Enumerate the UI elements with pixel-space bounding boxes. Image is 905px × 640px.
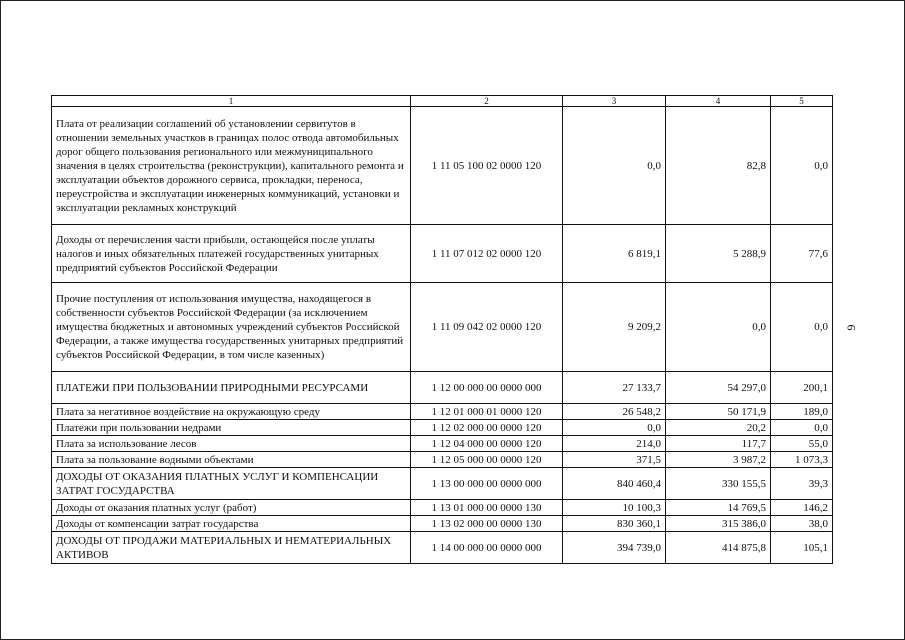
table-row xyxy=(52,420,833,436)
row-value-3: 26 548,2 xyxy=(563,404,666,420)
row-value-5: 1 073,3 xyxy=(771,452,833,468)
row-value-3: 10 100,3 xyxy=(563,500,666,516)
row-value-4: 54 297,0 xyxy=(666,372,771,404)
row-name: Плата от реализации соглашений об установлении сервитутов в отношении земельных участков в границах полос отвода автомобильных дорог общего пользования регионального или межмуниципального значения в целях строительства (реконструкции), капитального ремонта и эксплуатации объектов дорожного сервиса, прокладки, переноса, переустройства и эксплуатации инженерных коммуникаций, установки и эксплуатации рекламных конструкций xyxy=(52,107,411,225)
row-code: 1 13 00 000 00 0000 000 xyxy=(411,468,563,500)
row-value-5: 200,1 xyxy=(771,372,833,404)
table-row xyxy=(52,372,833,404)
revenue-table xyxy=(51,95,833,564)
row-value-4: 14 769,5 xyxy=(666,500,771,516)
row-value-4: 315 386,0 xyxy=(666,516,771,532)
row-value-3: 27 133,7 xyxy=(563,372,666,404)
header-col-5: 5 xyxy=(771,96,833,107)
row-value-3: 0,0 xyxy=(563,107,666,225)
row-code: 1 13 01 000 00 0000 130 xyxy=(411,500,563,516)
row-value-5: 0,0 xyxy=(771,107,833,225)
row-value-3: 394 739,0 xyxy=(563,532,666,564)
row-code: 1 12 02 000 00 0000 120 xyxy=(411,420,563,436)
row-name: Прочие поступления от использования имущества, находящегося в собственности субъектов Российской Федерации (за исключением имущества бюджетных и автономных учреждений субъектов Российской Федерации, а также имущества государственных унитарных предприятий субъектов Российской Федерации, в том числе казенных) xyxy=(52,283,411,372)
row-value-3: 0,0 xyxy=(563,420,666,436)
row-value-5: 0,0 xyxy=(771,420,833,436)
row-name: Доходы от перечисления части прибыли, остающейся после уплаты налогов и иных обязательных платежей государственных унитарных предприятий субъектов Российской Федерации xyxy=(52,225,411,283)
row-code: 1 12 01 000 01 0000 120 xyxy=(411,404,563,420)
row-value-4: 3 987,2 xyxy=(666,452,771,468)
page-number: 6 xyxy=(844,324,859,331)
row-value-3: 840 460,4 xyxy=(563,468,666,500)
row-value-3: 830 360,1 xyxy=(563,516,666,532)
row-code: 1 11 05 100 02 0000 120 xyxy=(411,107,563,225)
row-value-5: 189,0 xyxy=(771,404,833,420)
table-row xyxy=(52,516,833,532)
table-row xyxy=(52,225,833,283)
row-value-4: 82,8 xyxy=(666,107,771,225)
row-value-3: 214,0 xyxy=(563,436,666,452)
row-value-5: 38,0 xyxy=(771,516,833,532)
row-value-4: 0,0 xyxy=(666,283,771,372)
row-code: 1 12 00 000 00 0000 000 xyxy=(411,372,563,404)
row-value-3: 6 819,1 xyxy=(563,225,666,283)
row-name: Доходы от компенсации затрат государства xyxy=(52,516,411,532)
row-value-5: 55,0 xyxy=(771,436,833,452)
row-name: Доходы от оказания платных услуг (работ) xyxy=(52,500,411,516)
table-row xyxy=(52,452,833,468)
table-row xyxy=(52,500,833,516)
table-row xyxy=(52,283,833,372)
table-row xyxy=(52,468,833,500)
row-name: ДОХОДЫ ОТ ОКАЗАНИЯ ПЛАТНЫХ УСЛУГ И КОМПЕНСАЦИИ ЗАТРАТ ГОСУДАРСТВА xyxy=(52,468,411,500)
row-name: ПЛАТЕЖИ ПРИ ПОЛЬЗОВАНИИ ПРИРОДНЫМИ РЕСУРСАМИ xyxy=(52,372,411,404)
row-value-5: 39,3 xyxy=(771,468,833,500)
row-code: 1 11 07 012 02 0000 120 xyxy=(411,225,563,283)
row-value-4: 330 155,5 xyxy=(666,468,771,500)
row-value-4: 117,7 xyxy=(666,436,771,452)
row-value-5: 0,0 xyxy=(771,283,833,372)
table-header-row xyxy=(52,96,833,107)
row-value-5: 146,2 xyxy=(771,500,833,516)
table-row xyxy=(52,107,833,225)
row-value-5: 77,6 xyxy=(771,225,833,283)
row-code: 1 12 05 000 00 0000 120 xyxy=(411,452,563,468)
row-value-4: 50 171,9 xyxy=(666,404,771,420)
table-row xyxy=(52,404,833,420)
row-code: 1 13 02 000 00 0000 130 xyxy=(411,516,563,532)
table-row xyxy=(52,436,833,452)
row-value-4: 20,2 xyxy=(666,420,771,436)
row-code: 1 11 09 042 02 0000 120 xyxy=(411,283,563,372)
header-col-3: 3 xyxy=(563,96,666,107)
row-name: Плата за пользование водными объектами xyxy=(52,452,411,468)
row-value-3: 9 209,2 xyxy=(563,283,666,372)
header-col-2: 2 xyxy=(411,96,563,107)
table-row xyxy=(52,532,833,564)
row-name: ДОХОДЫ ОТ ПРОДАЖИ МАТЕРИАЛЬНЫХ И НЕМАТЕРИАЛЬНЫХ АКТИВОВ xyxy=(52,532,411,564)
row-name: Плата за использование лесов xyxy=(52,436,411,452)
row-value-4: 5 288,9 xyxy=(666,225,771,283)
row-code: 1 12 04 000 00 0000 120 xyxy=(411,436,563,452)
row-code: 1 14 00 000 00 0000 000 xyxy=(411,532,563,564)
row-value-3: 371,5 xyxy=(563,452,666,468)
row-name: Плата за негативное воздействие на окружающую среду xyxy=(52,404,411,420)
row-value-5: 105,1 xyxy=(771,532,833,564)
header-col-4: 4 xyxy=(666,96,771,107)
header-col-1: 1 xyxy=(52,96,411,107)
row-value-4: 414 875,8 xyxy=(666,532,771,564)
row-name: Платежи при пользовании недрами xyxy=(52,420,411,436)
